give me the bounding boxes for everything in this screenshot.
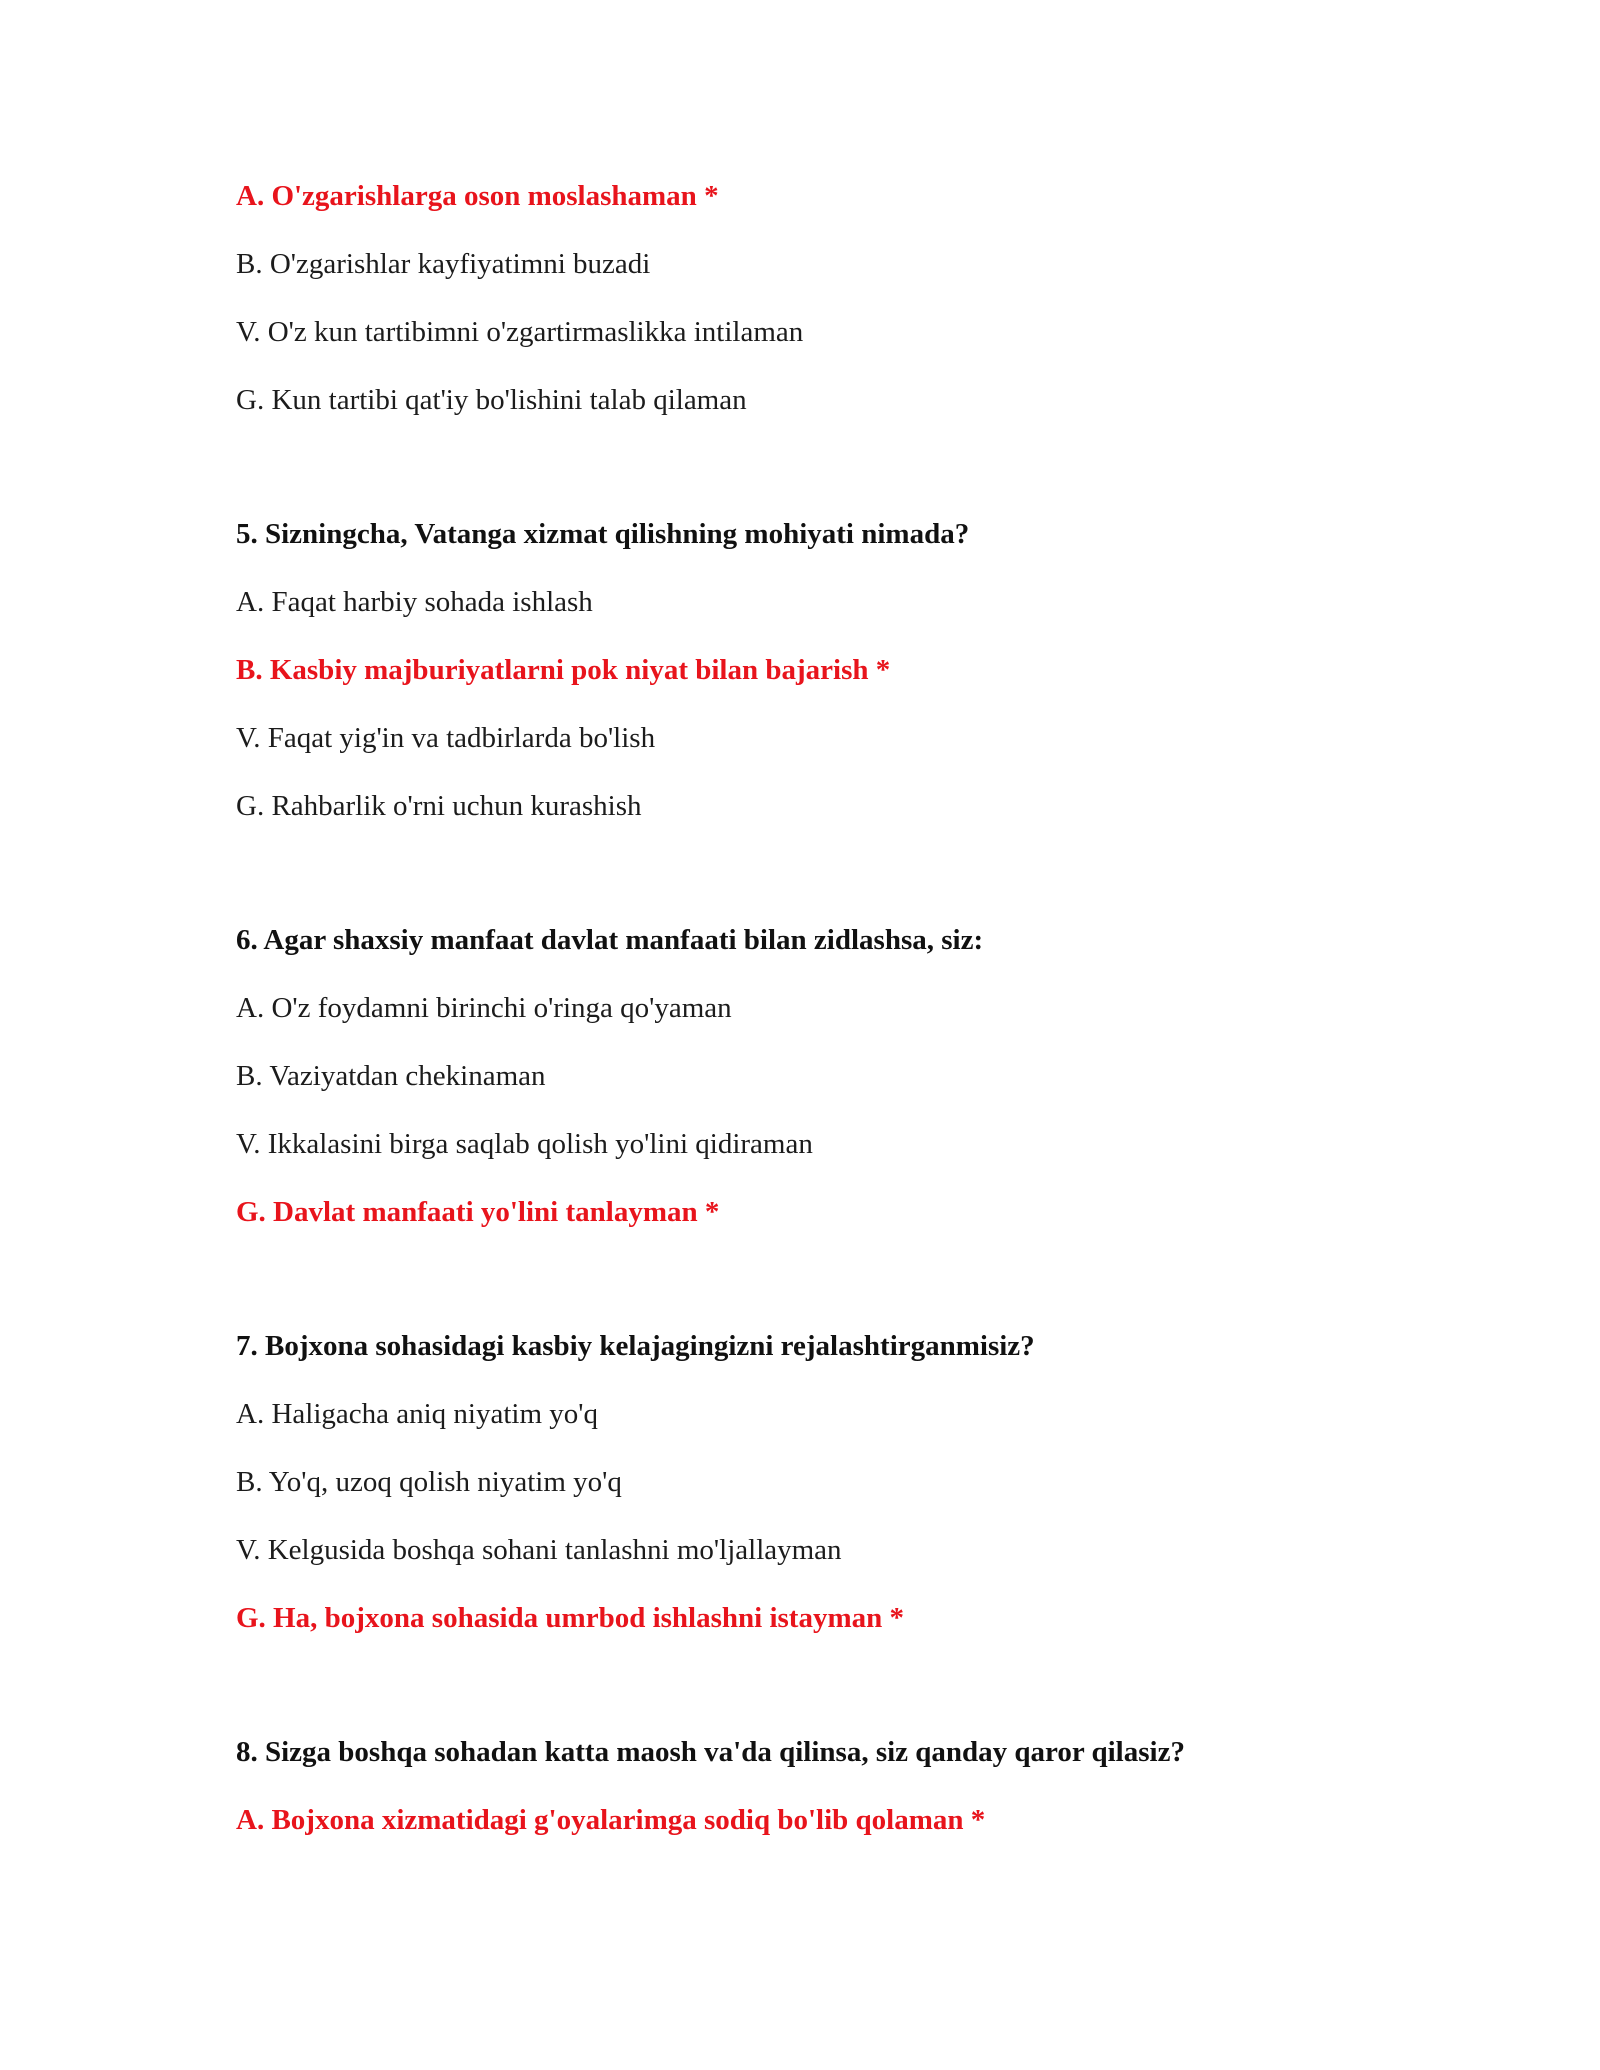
option-6g-correct: G. Davlat manfaati yo'lini tanlayman * xyxy=(236,1196,720,1228)
option-4b: B. O'zgarishlar kayfiyatimni buzadi xyxy=(236,248,651,280)
option-4g: G. Kun tartibi qat'iy bo'lishini talab qilaman xyxy=(236,384,747,416)
option-7b: B. Yo'q, uzoq qolish niyatim yo'q xyxy=(236,1466,622,1498)
section-gap xyxy=(236,1668,1436,1734)
option-4v: V. O'z kun tartibimni o'zgartirmaslikka intilaman xyxy=(236,316,804,348)
option-8a-correct: A. Bojxona xizmatidagi g'oyalarimga sodiq bo'lib qolaman * xyxy=(236,1804,986,1836)
option-6b: B. Vaziyatdan chekinaman xyxy=(236,1060,546,1092)
option-5a: A. Faqat harbiy sohada ishlash xyxy=(236,586,593,618)
option-5v: V. Faqat yig'in va tadbirlarda bo'lish xyxy=(236,722,656,754)
question-5: 5. Sizningcha, Vatanga xizmat qilishning mohiyati nimada? xyxy=(236,518,970,550)
section-gap xyxy=(236,450,1436,516)
option-7a: A. Haligacha aniq niyatim yo'q xyxy=(236,1398,598,1430)
section-gap xyxy=(236,856,1436,922)
option-6a: A. O'z foydamni birinchi o'ringa qo'yaman xyxy=(236,992,732,1024)
option-6v: V. Ikkalasini birga saqlab qolish yo'lini qidiraman xyxy=(236,1128,813,1160)
question-6: 6. Agar shaxsiy manfaat davlat manfaati bilan zidlashsa, siz: xyxy=(236,924,984,956)
option-5g: G. Rahbarlik o'rni uchun kurashish xyxy=(236,790,642,822)
question-8: 8. Sizga boshqa sohadan katta maosh va'da qilinsa, siz qanday qaror qilasiz? xyxy=(236,1736,1185,1768)
document-page xyxy=(236,178,1436,1870)
option-7g-correct: G. Ha, bojxona sohasida umrbod ishlashni istayman * xyxy=(236,1602,904,1634)
option-5b-correct: B. Kasbiy majburiyatlarni pok niyat bilan bajarish * xyxy=(236,654,891,686)
section-gap xyxy=(236,1262,1436,1328)
question-7: 7. Bojxona sohasidagi kasbiy kelajagingizni rejalashtirganmisiz? xyxy=(236,1330,1035,1362)
option-4a-correct: A. O'zgarishlarga oson moslashaman * xyxy=(236,180,719,212)
option-7v: V. Kelgusida boshqa sohani tanlashni mo'ljallayman xyxy=(236,1534,842,1566)
